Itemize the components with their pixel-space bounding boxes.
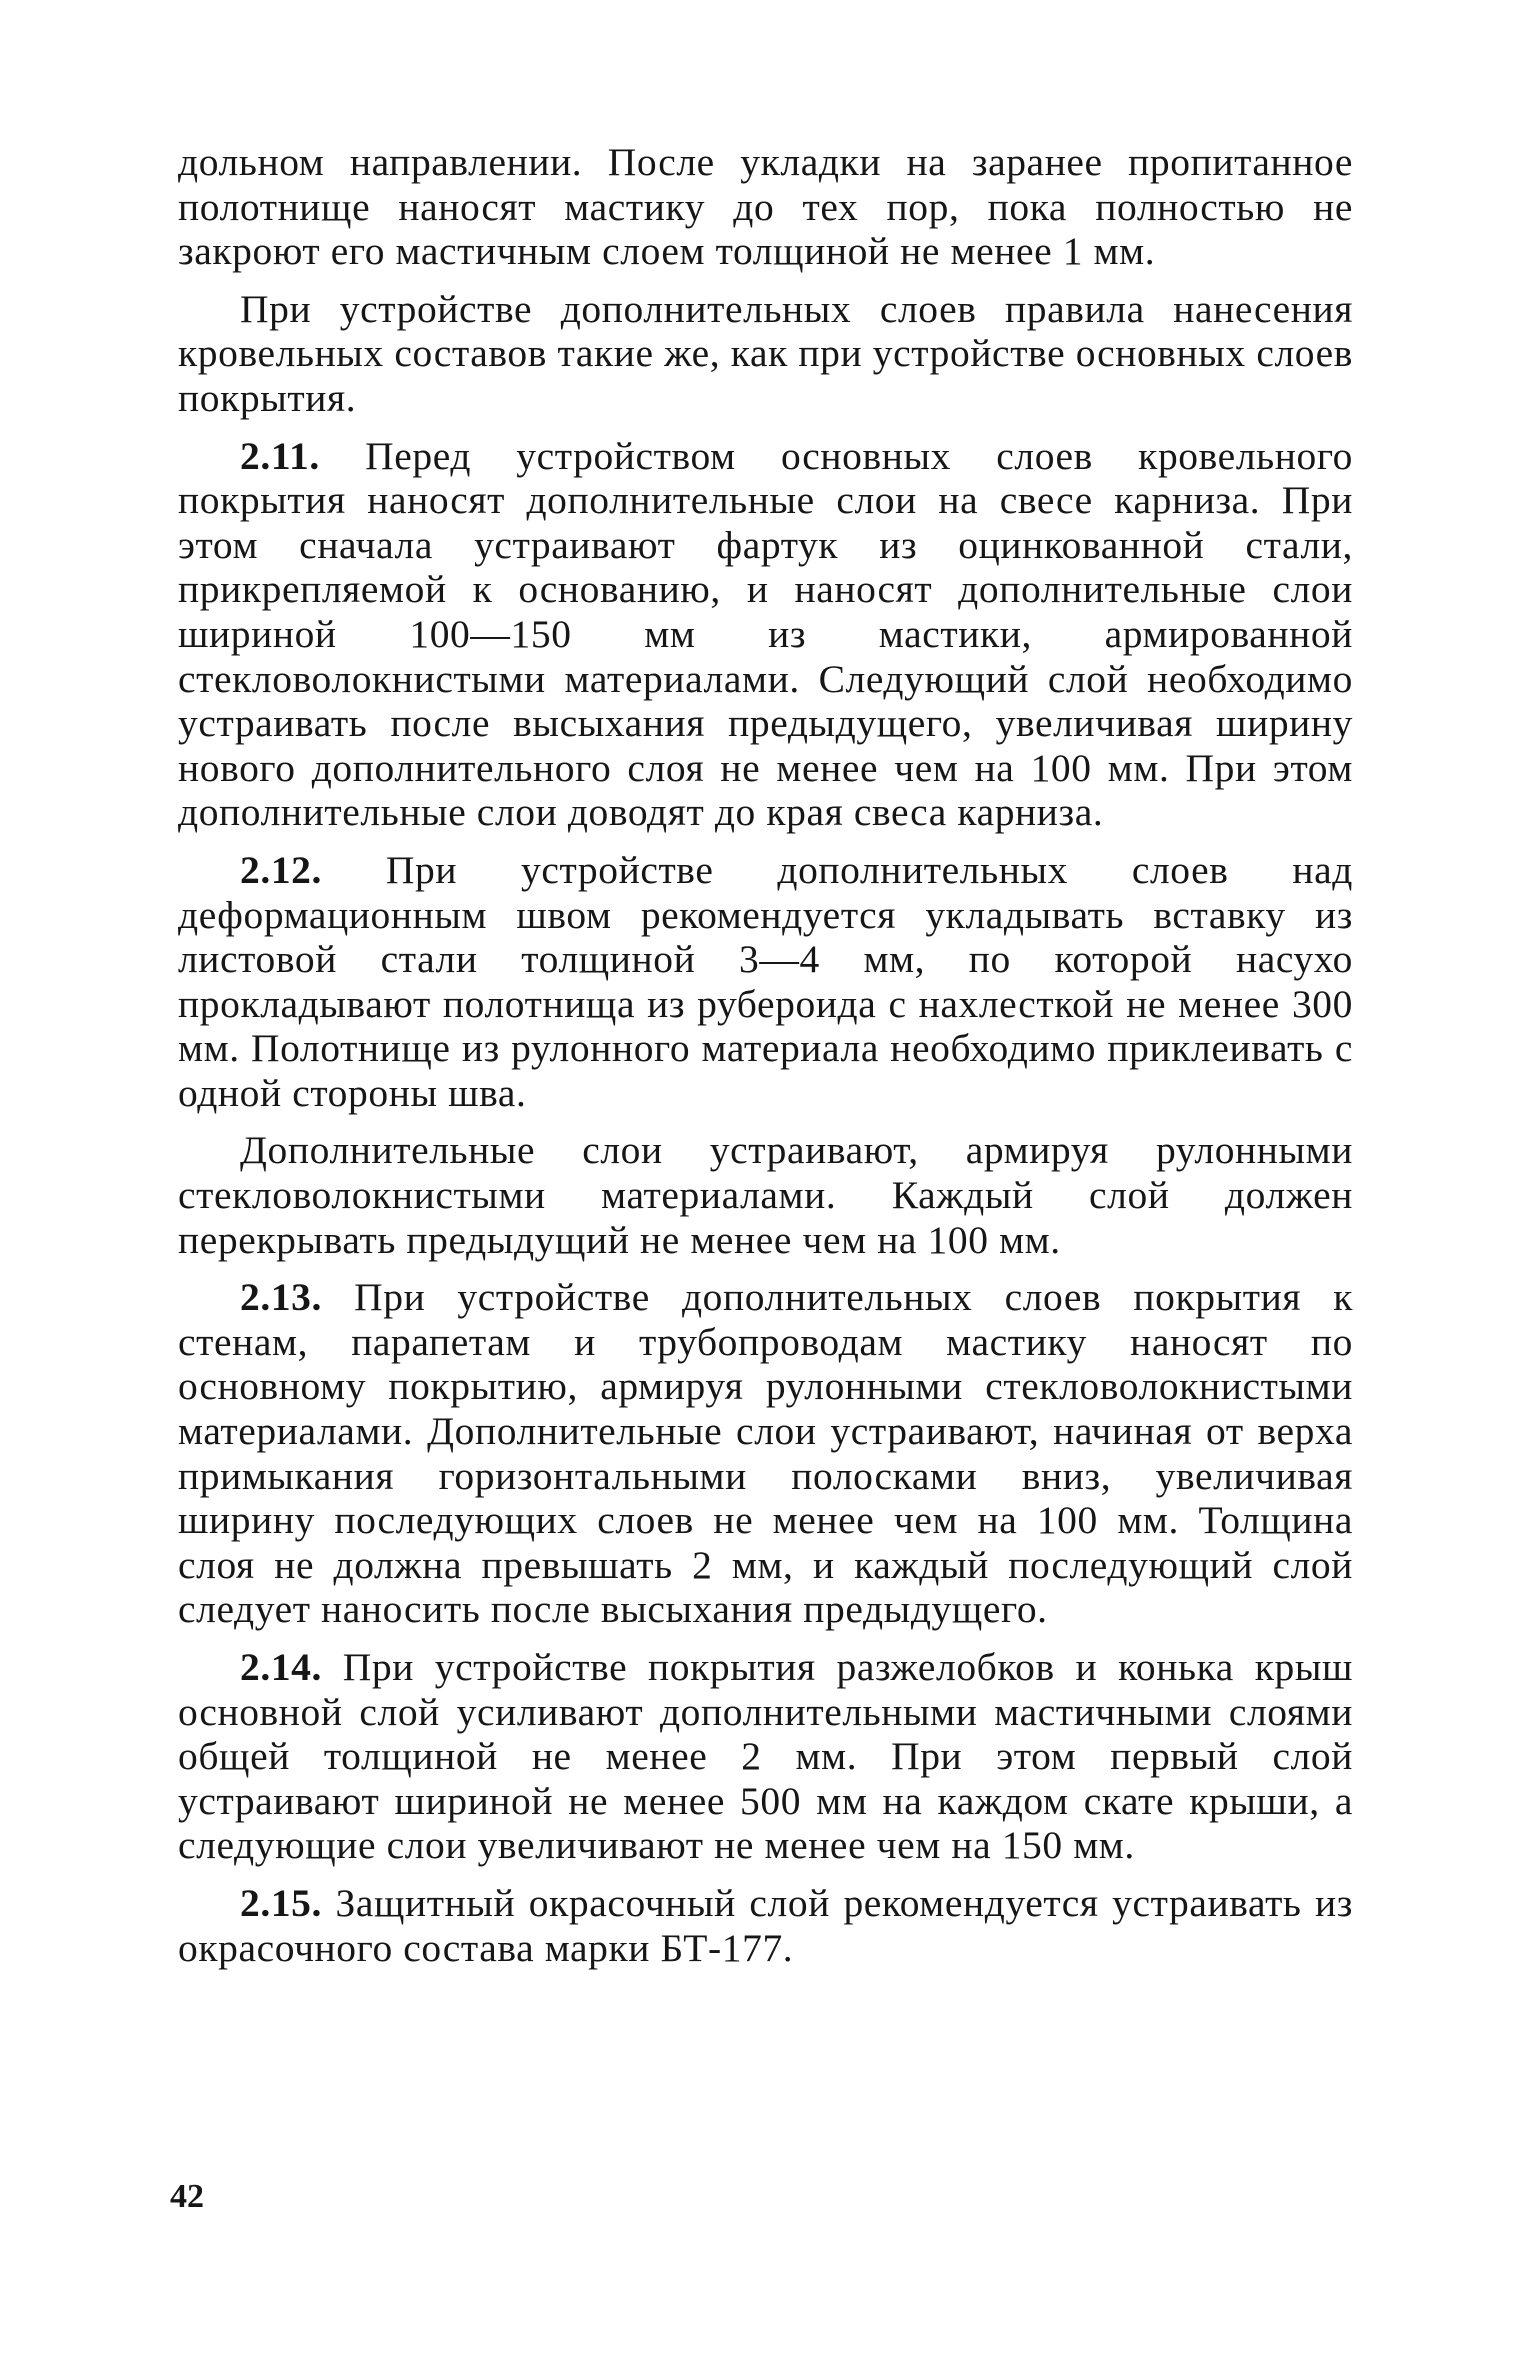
clause-number: 2.12. <box>240 847 322 892</box>
clause-number: 2.13. <box>240 1275 322 1320</box>
clause-number: 2.11. <box>240 433 320 478</box>
clause-number: 2.14. <box>240 1645 322 1689</box>
clause-text: При устройстве покрытия разжелобков и конька крыш основной слой усиливают дополнительными мастичными слоями общей толщиной не менее 2 мм. При этом первый слой устраивают шириной не менее 500 мм на каждом скате крыши, а следующие слои увеличивают не менее чем на 150 мм. <box>178 1645 1353 1868</box>
clause-text: Перед устройством основных слоев кровельного покрытия наносят дополнительные слои на свесе карниза. При этом сначала устраивают фартук из оцинкованной стали, прикрепляемой к основанию, и наносят дополнительные слои шириной 100—150 мм из мастики, армированной стекловолокнистыми материалами. Следующий слой необходимо устраивать после высыхания предыдущего, увеличивая ширину нового дополнительного слоя не менее чем на 100 мм. При этом дополнительные слои доводят до края свеса карниза. <box>178 433 1353 835</box>
paragraph-additional-layers-rules <box>178 287 1353 421</box>
clause-2-14 <box>178 1645 1353 1868</box>
page-body <box>178 140 1353 1983</box>
clause-2-13 <box>178 1275 1353 1632</box>
clause-2-11 <box>178 434 1353 835</box>
clause-text: Защитный окрасочный слой рекомендуется устраивать из окрасочного состава марки БТ-177. <box>178 1880 1353 1970</box>
clause-number: 2.15. <box>240 1880 322 1925</box>
clause-text: При устройстве дополнительных слоев над деформационным швом рекомендуется укладывать вставку из листовой стали толщиной 3—4 мм, по которой насухо прокладывают полотнища из рубероида с нахлесткой не менее 300 мм. Полотнище из рулонного материала необходимо приклеивать с одной стороны шва. <box>178 847 1353 1115</box>
paragraph-reinforcement <box>178 1128 1353 1262</box>
clause-2-15 <box>178 1881 1353 1970</box>
paragraph-text: При устройстве дополнительных слоев правила нанесения кровельных составов такие же, как при устройстве основных слоев покрытия. <box>178 286 1353 420</box>
paragraph-continuation <box>178 140 1353 274</box>
clause-2-12 <box>178 848 1353 1116</box>
paragraph-text: Дополнительные слои устраивают, армируя рулонными стекловолокнистыми материалами. Каждый слой должен перекрывать предыдущий не менее чем на 100 мм. <box>178 1128 1353 1262</box>
clause-text: При устройстве дополнительных слоев покрытия к стенам, парапетам и трубопроводам мастику наносят по основному покрытию, армируя рулонными стекловолокнистыми материалами. Дополнительные слои устраивают, начиная от верха примыкания горизонтальными полосками вниз, увеличивая ширину последующих слоев не менее чем на 100 мм. Толщина слоя не должна превышать 2 мм, и каждый последующий слой следует наносить после высыхания предыдущего. <box>178 1275 1353 1632</box>
page-number: 42 <box>170 2178 204 2215</box>
paragraph-text: дольном направлении. После укладки на заранее пропитанное полотнище наносят мастику до тех пор, пока полностью не закроют его мастичным слоем толщиной не менее 1 мм. <box>178 140 1353 274</box>
